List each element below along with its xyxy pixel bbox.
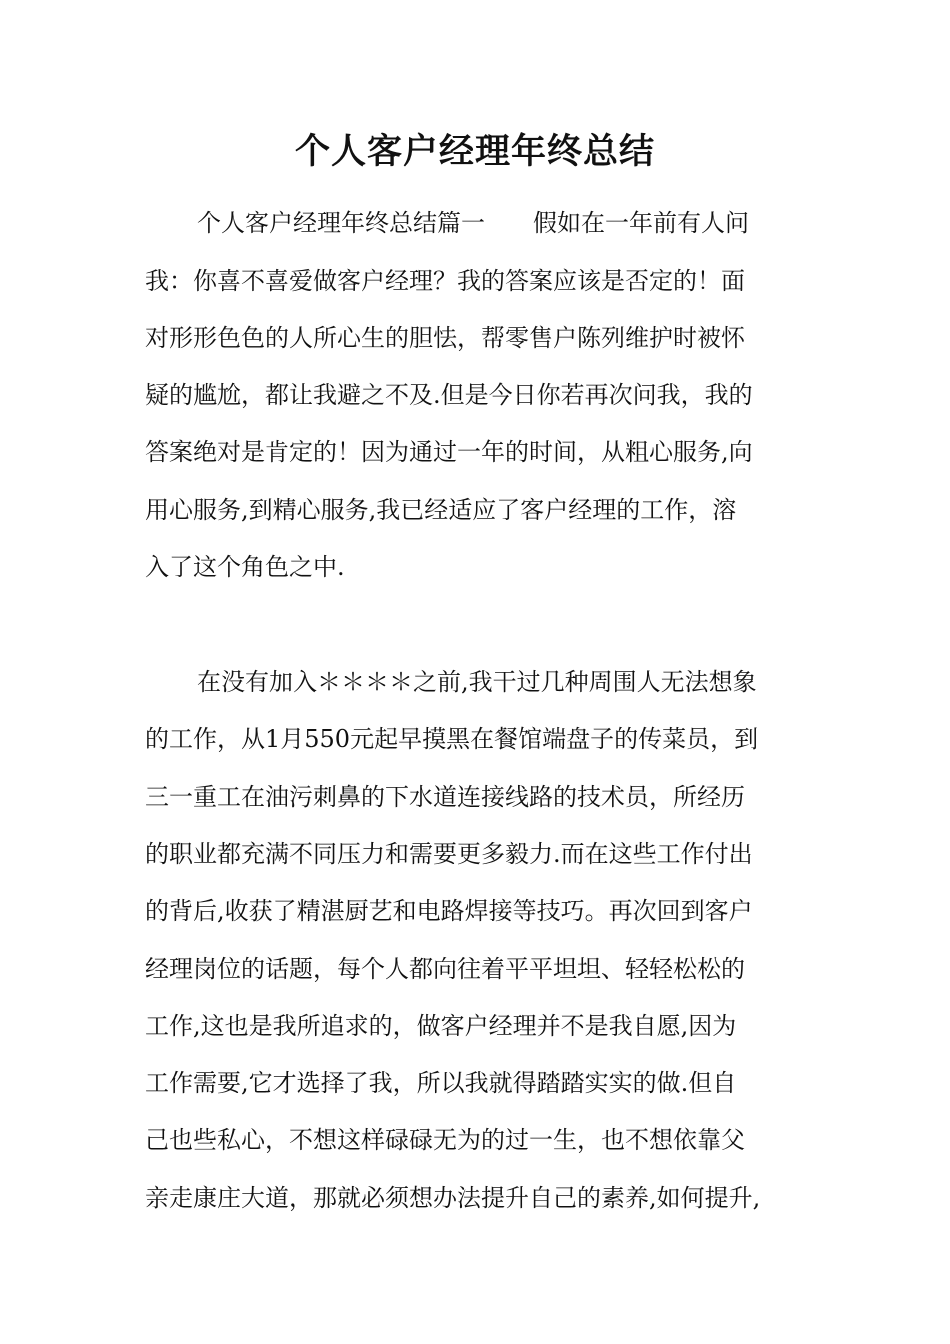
- paragraph-1-line-5: 答案绝对是肯定的！因为通过一年的时间，从粗心服务,向: [145, 438, 753, 466]
- paragraph-1-line-3: 对形形色色的人所心生的胆怯，帮零售户陈列维护时被怀: [145, 324, 745, 352]
- document-title: 个人客户经理年终总结: [294, 131, 655, 172]
- paragraph-1-line-1: 个人客户经理年终总结篇一 假如在一年前有人问: [197, 209, 749, 237]
- paragraph-2-line-2: 的工作，从1月550元起早摸黑在餐馆端盘子的传菜员，到: [145, 725, 759, 753]
- paragraph-2-line-8: 工作需要,它才选择了我，所以我就得踏踏实实的做.但自: [145, 1069, 737, 1097]
- paragraph-1-line-6: 用心服务,到精心服务,我已经适应了客户经理的工作，溶: [145, 496, 737, 524]
- paragraph-2-line-9: 己也些私心，不想这样碌碌无为的过一生，也不想依靠父: [145, 1126, 745, 1154]
- paragraph-2-line-4: 的职业都充满不同压力和需要更多毅力.而在这些工作付出: [145, 840, 753, 868]
- paragraph-2-line-10: 亲走康庄大道，那就必须想办法提升自己的素养,如何提升,: [145, 1184, 761, 1212]
- paragraph-1-line-2: 我：你喜不喜爱做客户经理？我的答案应该是否定的！面: [145, 267, 745, 295]
- paragraph-2-line-1: 在没有加入＊＊＊＊之前,我干过几种周围人无法想象: [197, 668, 757, 696]
- paragraph-1-line-4: 疑的尴尬，都让我避之不及.但是今日你若再次问我，我的: [145, 381, 753, 409]
- paragraph-2-line-3: 三一重工在油污刺鼻的下水道连接线路的技术员，所经历: [145, 783, 745, 811]
- paragraph-2-line-7: 工作,这也是我所追求的，做客户经理并不是我自愿,因为: [145, 1012, 737, 1040]
- paragraph-1-line-7: 入了这个角色之中.: [145, 553, 345, 581]
- paragraph-2-line-6: 经理岗位的话题，每个人都向往着平平坦坦、轻轻松松的: [145, 955, 745, 983]
- paragraph-2-line-5: 的背后,收获了精湛厨艺和电路焊接等技巧。再次回到客户: [145, 897, 753, 925]
